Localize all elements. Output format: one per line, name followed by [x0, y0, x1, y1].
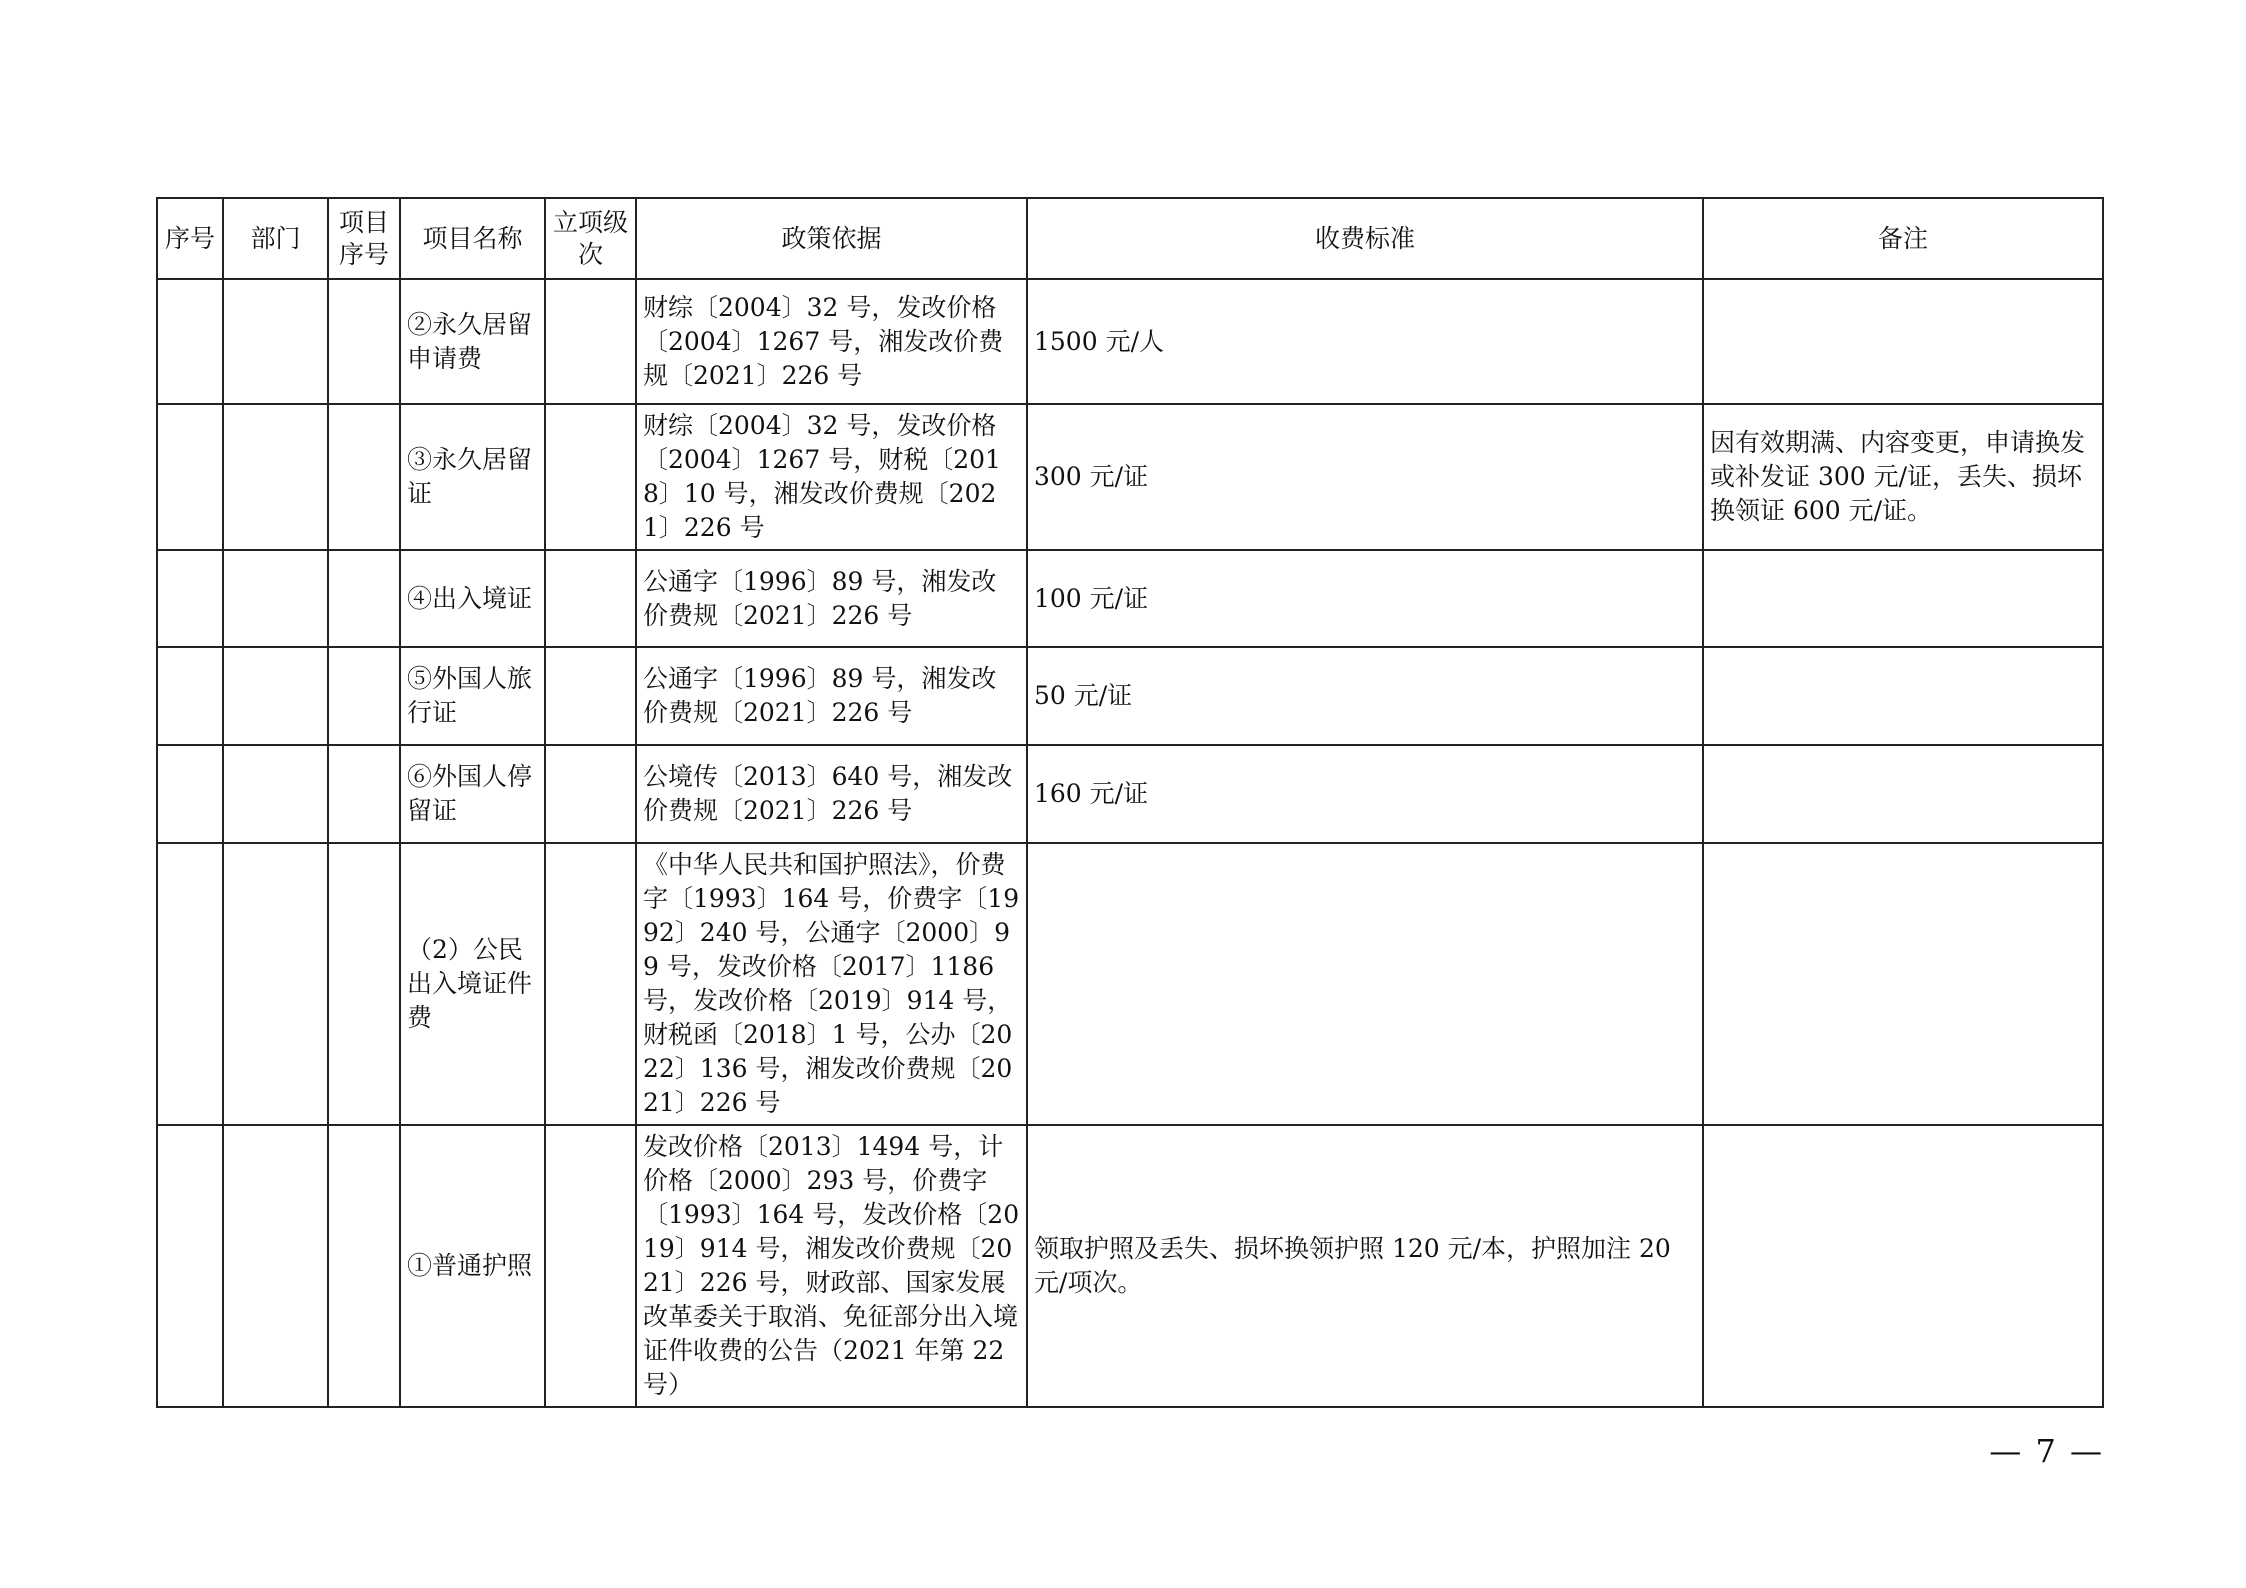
cell-policy-basis: 发改价格〔2013〕1494 号，计价格〔2000〕293 号，价费字〔1993〕164 号，发改价格〔2019〕914 号，湘发改价费规〔2021〕226 号，财政部、国家发展改革委关于取消、免征部分出入境证件收费的公告（2021 年第 22 号） — [636, 1125, 1027, 1407]
table-row — [157, 647, 2103, 745]
header-policy-basis: 政策依据 — [636, 198, 1027, 279]
cell-fee-standard — [1027, 843, 1703, 1125]
cell-remarks — [1703, 647, 2103, 745]
cell-department — [223, 550, 328, 647]
table-row — [157, 843, 2103, 1125]
cell-serial — [157, 404, 223, 550]
cell-fee-standard: 50 元/证 — [1027, 647, 1703, 745]
cell-item-name: ②永久居留申请费 — [400, 279, 545, 404]
cell-item-name: ⑤外国人旅行证 — [400, 647, 545, 745]
cell-fee-standard: 领取护照及丢失、损坏换领护照 120 元/本，护照加注 20 元/项次。 — [1027, 1125, 1703, 1407]
cell-fee-standard: 300 元/证 — [1027, 404, 1703, 550]
header-approval-level: 立项级次 — [545, 198, 636, 279]
cell-approval-level — [545, 647, 636, 745]
cell-fee-standard: 1500 元/人 — [1027, 279, 1703, 404]
table-row — [157, 279, 2103, 404]
page-number: — 7 — — [1989, 1432, 2104, 1470]
cell-item-name: ⑥外国人停留证 — [400, 745, 545, 843]
cell-policy-basis: 公通字〔1996〕89 号，湘发改价费规〔2021〕226 号 — [636, 550, 1027, 647]
cell-item-name: ①普通护照 — [400, 1125, 545, 1407]
cell-approval-level — [545, 550, 636, 647]
cell-department — [223, 279, 328, 404]
header-fee-standard: 收费标准 — [1027, 198, 1703, 279]
cell-approval-level — [545, 1125, 636, 1407]
cell-item-name: ③永久居留证 — [400, 404, 545, 550]
cell-remarks — [1703, 745, 2103, 843]
cell-serial — [157, 843, 223, 1125]
cell-policy-basis: 《中华人民共和国护照法》，价费字〔1993〕164 号，价费字〔1992〕240 号，公通字〔2000〕99 号，发改价格〔2017〕1186 号，发改价格〔2019〕914 号，财税函〔2018〕1 号，公办〔2022〕136 号，湘发改价费规〔2021〕226 号 — [636, 843, 1027, 1125]
cell-item-serial — [328, 647, 400, 745]
header-remarks: 备注 — [1703, 198, 2103, 279]
cell-department — [223, 745, 328, 843]
header-department: 部门 — [223, 198, 328, 279]
header-serial: 序号 — [157, 198, 223, 279]
table-row — [157, 550, 2103, 647]
cell-department — [223, 404, 328, 550]
cell-remarks — [1703, 1125, 2103, 1407]
cell-department — [223, 1125, 328, 1407]
cell-approval-level — [545, 279, 636, 404]
cell-remarks — [1703, 843, 2103, 1125]
cell-policy-basis: 财综〔2004〕32 号，发改价格〔2004〕1267 号，湘发改价费规〔2021〕226 号 — [636, 279, 1027, 404]
cell-approval-level — [545, 745, 636, 843]
cell-department — [223, 843, 328, 1125]
fee-table — [156, 197, 2104, 1408]
table-row — [157, 1125, 2103, 1407]
cell-serial — [157, 279, 223, 404]
header-row — [157, 198, 2103, 279]
cell-policy-basis: 公通字〔1996〕89 号，湘发改价费规〔2021〕226 号 — [636, 647, 1027, 745]
cell-serial — [157, 1125, 223, 1407]
header-item-name: 项目名称 — [400, 198, 545, 279]
cell-serial — [157, 647, 223, 745]
cell-policy-basis: 公境传〔2013〕640 号，湘发改价费规〔2021〕226 号 — [636, 745, 1027, 843]
cell-approval-level — [545, 843, 636, 1125]
cell-fee-standard: 160 元/证 — [1027, 745, 1703, 843]
cell-fee-standard: 100 元/证 — [1027, 550, 1703, 647]
cell-approval-level — [545, 404, 636, 550]
cell-item-serial — [328, 1125, 400, 1407]
cell-serial — [157, 745, 223, 843]
cell-item-name: （2）公民出入境证件费 — [400, 843, 545, 1125]
cell-item-serial — [328, 404, 400, 550]
cell-item-name: ④出入境证 — [400, 550, 545, 647]
cell-remarks — [1703, 279, 2103, 404]
table-row — [157, 745, 2103, 843]
cell-remarks: 因有效期满、内容变更，申请换发或补发证 300 元/证，丢失、损坏换领证 600 元/证。 — [1703, 404, 2103, 550]
cell-item-serial — [328, 279, 400, 404]
cell-item-serial — [328, 843, 400, 1125]
cell-department — [223, 647, 328, 745]
cell-policy-basis: 财综〔2004〕32 号，发改价格〔2004〕1267 号，财税〔2018〕10 号，湘发改价费规〔2021〕226 号 — [636, 404, 1027, 550]
cell-remarks — [1703, 550, 2103, 647]
cell-item-serial — [328, 550, 400, 647]
table-row — [157, 404, 2103, 550]
header-item-serial: 项目序号 — [328, 198, 400, 279]
cell-item-serial — [328, 745, 400, 843]
cell-serial — [157, 550, 223, 647]
